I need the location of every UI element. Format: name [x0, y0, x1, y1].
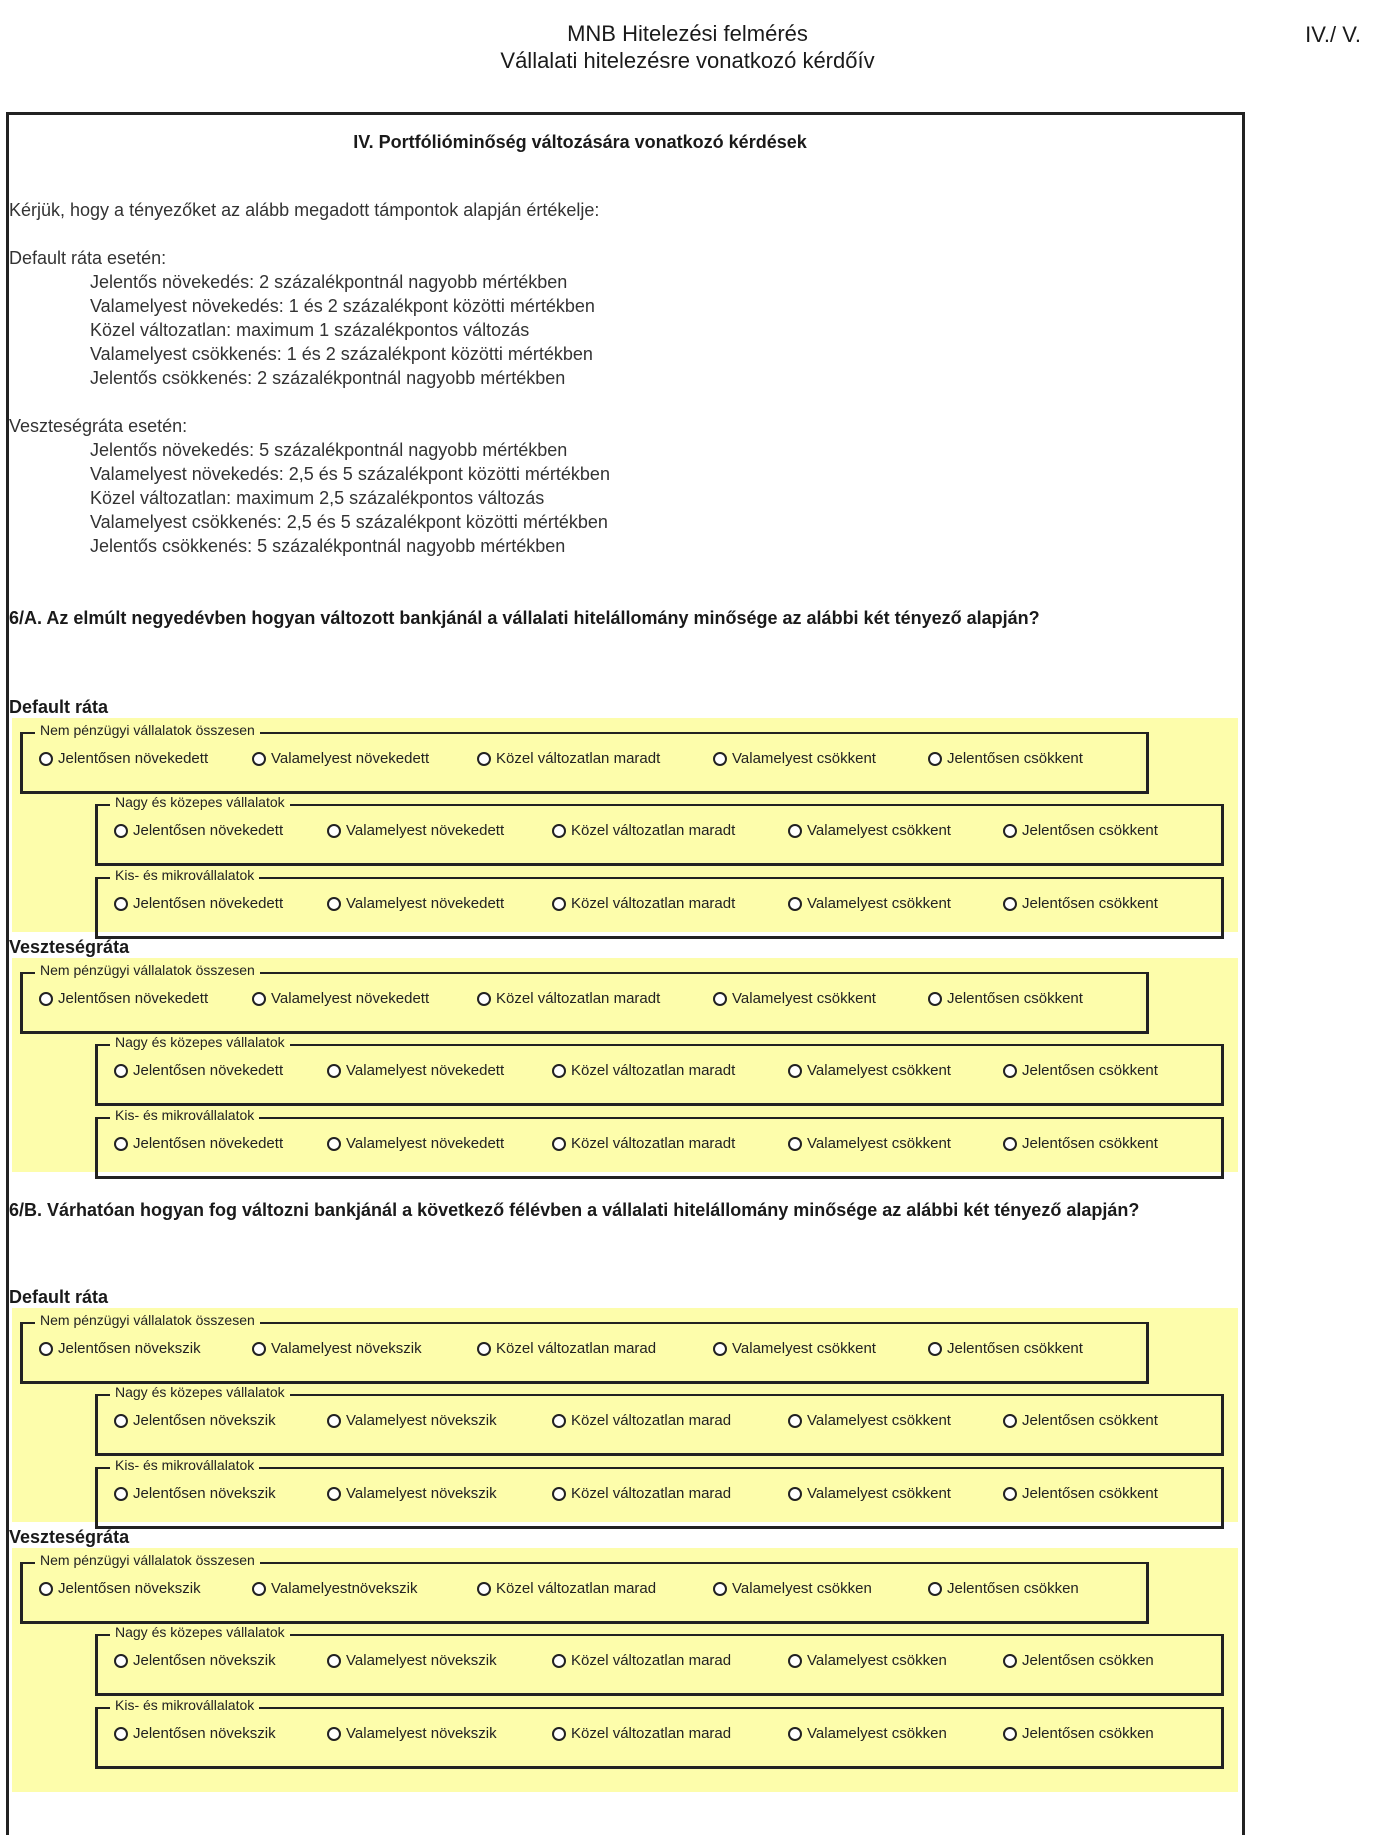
radio-option-label: Közel változatlan marad: [571, 1652, 732, 1669]
group-legend: Nagy és közepes vállalatok: [110, 1384, 290, 1400]
category-loss-6a: Veszteségráta: [9, 937, 130, 957]
radio-circle[interactable]: [1003, 1487, 1017, 1501]
radio-option-label: Valamelyest növekszik: [346, 1485, 497, 1502]
radio-option-label: Közel változatlan maradt: [496, 990, 661, 1007]
radio-circle[interactable]: [39, 1582, 53, 1596]
radio-option-label: Valamelyest növekszik: [346, 1412, 497, 1429]
radio-circle[interactable]: [327, 1487, 341, 1501]
radio-circle[interactable]: [788, 1487, 802, 1501]
radio-option[interactable]: [114, 895, 283, 912]
group-legend: Nem pénzügyi vállalatok összesen: [35, 1552, 260, 1568]
group-large-companies: [95, 1034, 1224, 1106]
group-all-companies: [20, 1312, 1149, 1384]
radio-circle[interactable]: [114, 1414, 128, 1428]
radio-option[interactable]: [327, 1485, 497, 1502]
radio-option[interactable]: [114, 1135, 283, 1152]
radio-option-label: Közel változatlan marad: [496, 1580, 657, 1597]
radio-option[interactable]: [552, 1062, 735, 1079]
radio-option-label: Valamelyest növekedett: [346, 1062, 505, 1079]
default-line: Közel változatlan: maximum 1 százalékpontos változás: [90, 320, 530, 340]
group-legend: Nagy és közepes vállalatok: [110, 794, 290, 810]
group-all-companies: [20, 1552, 1149, 1624]
loss-line: Valamelyest csökkenés: 2,5 és 5 százalékpont közötti mértékben: [90, 512, 608, 532]
radio-option[interactable]: [327, 1062, 504, 1079]
radio-circle[interactable]: [114, 1727, 128, 1741]
radio-option-label: Közel változatlan maradt: [571, 822, 736, 839]
radio-option[interactable]: [1003, 1135, 1158, 1152]
radio-option-label: Valamelyest csökkent: [807, 1412, 951, 1429]
radio-circle[interactable]: [477, 1342, 491, 1356]
radio-option[interactable]: [713, 990, 876, 1007]
radio-option[interactable]: [928, 750, 1083, 767]
radio-option-label: Jelentősen csökkent: [1022, 1062, 1158, 1079]
radio-option[interactable]: [788, 822, 951, 839]
radio-circle[interactable]: [327, 1727, 341, 1741]
default-block-title: Default ráta esetén:: [9, 248, 167, 268]
radio-option[interactable]: [552, 822, 735, 839]
radio-option[interactable]: [327, 1725, 497, 1742]
group-all-companies: [20, 722, 1149, 794]
radio-circle[interactable]: [1003, 1727, 1017, 1741]
radio-option-label: Jelentősen növekszik: [133, 1725, 276, 1742]
radio-circle[interactable]: [1003, 1654, 1017, 1668]
radio-circle[interactable]: [788, 897, 802, 911]
group-legend: Nem pénzügyi vállalatok összesen: [35, 722, 260, 738]
group-large-companies: [95, 1384, 1224, 1456]
loss-block-title: Veszteségráta esetén:: [9, 416, 188, 436]
radio-option[interactable]: [252, 990, 429, 1007]
radio-circle[interactable]: [114, 1137, 128, 1151]
radio-option[interactable]: [477, 990, 660, 1007]
radio-option[interactable]: [477, 1580, 656, 1597]
group-legend: Kis- és mikrovállalatok: [110, 867, 259, 883]
radio-circle[interactable]: [327, 1064, 341, 1078]
radio-option-label: Jelentősen csökken: [1022, 1652, 1154, 1669]
radio-option[interactable]: [114, 1725, 276, 1742]
group-legend: Nagy és közepes vállalatok: [110, 1034, 290, 1050]
radio-option-label: Közel változatlan maradt: [571, 1062, 736, 1079]
radio-option[interactable]: [327, 895, 504, 912]
radio-option-label: Valamelyest csökkent: [807, 822, 951, 839]
radio-option[interactable]: [39, 750, 208, 767]
radio-option-label: Valamelyest növekszik: [346, 1725, 497, 1742]
radio-circle[interactable]: [552, 824, 566, 838]
radio-circle[interactable]: [552, 1654, 566, 1668]
group-legend: Kis- és mikrovállalatok: [110, 1457, 259, 1473]
radio-option[interactable]: [327, 1412, 497, 1429]
radio-option[interactable]: [713, 750, 876, 767]
radio-option[interactable]: [788, 1135, 951, 1152]
radio-circle[interactable]: [788, 1414, 802, 1428]
radio-option-label: Jelentősen növekszik: [58, 1580, 201, 1597]
radio-option[interactable]: [788, 1725, 947, 1742]
radio-option-label: Közel változatlan marad: [571, 1485, 732, 1502]
radio-circle[interactable]: [1003, 1414, 1017, 1428]
radio-circle[interactable]: [928, 992, 942, 1006]
radio-option[interactable]: [252, 1340, 422, 1357]
radio-option[interactable]: [713, 1340, 876, 1357]
category-loss-6b: Veszteségráta: [9, 1527, 130, 1547]
radio-option[interactable]: [1003, 1412, 1158, 1429]
radio-option-label: Valamelyest csökken: [807, 1652, 947, 1669]
radio-option-label: Jelentősen csökkent: [947, 750, 1083, 767]
radio-circle[interactable]: [928, 1342, 942, 1356]
radio-option-label: Valamelyest csökkent: [807, 895, 951, 912]
radio-option[interactable]: [788, 1062, 951, 1079]
group-large-companies: [95, 1624, 1224, 1696]
radio-circle[interactable]: [1003, 897, 1017, 911]
radio-option-label: Valamelyest csökkent: [807, 1062, 951, 1079]
radio-circle[interactable]: [788, 1137, 802, 1151]
radio-circle[interactable]: [713, 992, 727, 1006]
default-line: Jelentős csökkenés: 2 százalékpontnál nagyobb mértékben: [90, 368, 566, 388]
radio-option[interactable]: [788, 1652, 947, 1669]
radio-option-label: Jelentősen csökkent: [1022, 1135, 1158, 1152]
radio-option[interactable]: [114, 1485, 276, 1502]
radio-option-label: Jelentősen csökken: [1022, 1725, 1154, 1742]
radio-option[interactable]: [39, 990, 208, 1007]
radio-circle[interactable]: [552, 897, 566, 911]
radio-option-label: Valamelyest csökkent: [807, 1485, 951, 1502]
group-legend: Nem pénzügyi vállalatok összesen: [35, 962, 260, 978]
radio-option-label: Valamelyest növekszik: [346, 1652, 497, 1669]
radio-circle[interactable]: [39, 992, 53, 1006]
group-small-companies: [95, 867, 1224, 939]
category-default-6b: Default ráta: [9, 1287, 109, 1307]
radio-circle[interactable]: [252, 992, 266, 1006]
radio-option-label: Valamelyest növekedett: [346, 895, 505, 912]
radio-circle[interactable]: [552, 1414, 566, 1428]
radio-option-label: Jelentősen csökkent: [1022, 822, 1158, 839]
radio-option[interactable]: [114, 1412, 276, 1429]
question-6a: 6/A. Az elmúlt negyedévben hogyan változott bankjánál a vállalati hitelállomány minősége az alábbi két tényező alapján?: [9, 608, 1040, 628]
radio-circle[interactable]: [788, 824, 802, 838]
radio-circle[interactable]: [1003, 1137, 1017, 1151]
radio-circle[interactable]: [928, 752, 942, 766]
radio-option-label: Valamelyest csökkent: [732, 990, 876, 1007]
radio-circle[interactable]: [1003, 1064, 1017, 1078]
radio-circle[interactable]: [252, 1582, 266, 1596]
radio-option[interactable]: [327, 1135, 504, 1152]
radio-option[interactable]: [552, 1135, 735, 1152]
radio-option[interactable]: [788, 1412, 951, 1429]
radio-circle[interactable]: [327, 824, 341, 838]
radio-option[interactable]: [1003, 1062, 1158, 1079]
radio-option[interactable]: [327, 822, 504, 839]
radio-option-label: Jelentősen növekedett: [58, 990, 209, 1007]
radio-circle[interactable]: [252, 1342, 266, 1356]
radio-option-label: Valamelyest növekedett: [346, 1135, 505, 1152]
question-6b: 6/B. Várhatóan hogyan fog változni bankjánál a következő félévben a vállalati hitelállomány minősége az alábbi két tényező alapján?: [9, 1200, 1140, 1220]
radio-circle[interactable]: [552, 1487, 566, 1501]
radio-option-label: Valamelyest növekedett: [271, 750, 430, 767]
radio-option[interactable]: [1003, 822, 1158, 839]
radio-option[interactable]: [1003, 895, 1158, 912]
radio-option-label: Jelentősen növekedett: [133, 1062, 284, 1079]
radio-option-label: Jelentősen csökkent: [947, 1340, 1083, 1357]
radio-option[interactable]: [788, 895, 951, 912]
default-line: Valamelyest csökkenés: 1 és 2 százalékpont közötti mértékben: [90, 344, 593, 364]
radio-option-label: Valamelyest csökkent: [807, 1135, 951, 1152]
title-line-2: Vállalati hitelezésre vonatkozó kérdőív: [500, 48, 875, 73]
radio-circle[interactable]: [327, 897, 341, 911]
default-line: Jelentős növekedés: 2 százalékpontnál nagyobb mértékben: [90, 272, 568, 292]
radio-option-label: Jelentősen növekedett: [133, 1135, 284, 1152]
radio-circle[interactable]: [39, 752, 53, 766]
radio-option-label: Valamelyest csökken: [807, 1725, 947, 1742]
loss-line: Jelentős növekedés: 5 százalékpontnál nagyobb mértékben: [90, 440, 568, 460]
loss-line: Közel változatlan: maximum 2,5 százalékpontos változás: [90, 488, 545, 508]
radio-option[interactable]: [39, 1580, 201, 1597]
radio-option-label: Valamelyest növekedett: [346, 822, 505, 839]
radio-circle[interactable]: [477, 752, 491, 766]
radio-circle[interactable]: [788, 1064, 802, 1078]
radio-option[interactable]: [552, 1412, 731, 1429]
radio-circle[interactable]: [39, 1342, 53, 1356]
radio-option-label: Valamelyest csökkent: [732, 750, 876, 767]
radio-option[interactable]: [39, 1340, 201, 1357]
radio-option[interactable]: [477, 1340, 656, 1357]
group-legend: Nem pénzügyi vállalatok összesen: [35, 1312, 260, 1328]
page-code: IV./ V.: [1305, 22, 1361, 47]
radio-option[interactable]: [1003, 1485, 1158, 1502]
radio-option[interactable]: [552, 895, 735, 912]
title-line-1: MNB Hitelezési felmérés: [567, 21, 808, 46]
radio-option[interactable]: [114, 1652, 276, 1669]
radio-circle[interactable]: [114, 824, 128, 838]
radio-option[interactable]: [928, 1580, 1079, 1597]
radio-option-label: Jelentősen csökkent: [1022, 1412, 1158, 1429]
radio-option-label: Jelentősen növekedett: [133, 895, 284, 912]
radio-option-label: Jelentősen növekedett: [133, 822, 284, 839]
radio-circle[interactable]: [788, 1654, 802, 1668]
radio-option-label: Valamelyest csökken: [732, 1580, 872, 1597]
radio-option-label: Jelentősen növekszik: [133, 1652, 276, 1669]
radio-circle[interactable]: [114, 1654, 128, 1668]
radio-circle[interactable]: [327, 1414, 341, 1428]
radio-option[interactable]: [928, 990, 1083, 1007]
radio-circle[interactable]: [114, 1487, 128, 1501]
radio-option[interactable]: [552, 1652, 731, 1669]
group-small-companies: [95, 1457, 1224, 1529]
radio-option[interactable]: [788, 1485, 951, 1502]
radio-option[interactable]: [252, 750, 429, 767]
radio-circle[interactable]: [788, 1727, 802, 1741]
loss-line: Jelentős csökkenés: 5 százalékpontnál nagyobb mértékben: [90, 536, 566, 556]
radio-option-label: Közel változatlan marad: [571, 1412, 732, 1429]
radio-option-label: Közel változatlan maradt: [571, 895, 736, 912]
group-large-companies: [95, 794, 1224, 866]
radio-option[interactable]: [552, 1725, 731, 1742]
radio-option[interactable]: [1003, 1725, 1154, 1742]
radio-circle[interactable]: [252, 752, 266, 766]
radio-option-label: Jelentősen növekszik: [133, 1412, 276, 1429]
radio-option[interactable]: [477, 750, 660, 767]
radio-option-label: Közel változatlan maradt: [496, 750, 661, 767]
radio-option[interactable]: [327, 1652, 497, 1669]
radio-option-label: Jelentősen csökkent: [1022, 895, 1158, 912]
document-title: [0, 20, 1375, 74]
group-legend: Kis- és mikrovállalatok: [110, 1107, 259, 1123]
radio-option[interactable]: [713, 1580, 872, 1597]
radio-circle[interactable]: [1003, 824, 1017, 838]
intro-text: Kérjük, hogy a tényezőket az alább megadott támpontok alapján értékelje:: [9, 200, 600, 220]
radio-option-label: Jelentősen csökken: [947, 1580, 1079, 1597]
radio-circle[interactable]: [114, 897, 128, 911]
category-default-6a: Default ráta: [9, 697, 109, 717]
radio-option-label: Jelentősen növekszik: [133, 1485, 276, 1502]
radio-option[interactable]: [552, 1485, 731, 1502]
radio-option-label: Valamelyestnövekszik: [271, 1580, 418, 1597]
radio-option-label: Valamelyest növekedett: [271, 990, 430, 1007]
group-small-companies: [95, 1107, 1224, 1179]
radio-option[interactable]: [114, 822, 283, 839]
radio-circle[interactable]: [713, 752, 727, 766]
radio-circle[interactable]: [713, 1582, 727, 1596]
radio-circle[interactable]: [327, 1654, 341, 1668]
radio-option-label: Jelentősen növekedett: [58, 750, 209, 767]
radio-circle[interactable]: [477, 992, 491, 1006]
radio-option[interactable]: [928, 1340, 1083, 1357]
radio-option-label: Valamelyest csökkent: [732, 1340, 876, 1357]
group-legend: Nagy és közepes vállalatok: [110, 1624, 290, 1640]
section-title: IV. Portfólióminőség változására vonatkozó kérdések: [353, 132, 807, 152]
radio-option[interactable]: [114, 1062, 283, 1079]
radio-option-label: Valamelyest növekszik: [271, 1340, 422, 1357]
default-line: Valamelyest növekedés: 1 és 2 százalékpont közötti mértékben: [90, 296, 595, 316]
group-legend: Kis- és mikrovállalatok: [110, 1697, 259, 1713]
radio-option-label: Jelentősen csökkent: [947, 990, 1083, 1007]
radio-option-label: Közel változatlan marad: [496, 1340, 657, 1357]
radio-option-label: Közel változatlan maradt: [571, 1135, 736, 1152]
radio-circle[interactable]: [477, 1582, 491, 1596]
radio-circle[interactable]: [327, 1137, 341, 1151]
radio-circle[interactable]: [114, 1064, 128, 1078]
radio-circle[interactable]: [552, 1137, 566, 1151]
radio-option-label: Közel változatlan marad: [571, 1725, 732, 1742]
radio-option-label: Jelentősen csökkent: [1022, 1485, 1158, 1502]
radio-circle[interactable]: [552, 1064, 566, 1078]
loss-line: Valamelyest növekedés: 2,5 és 5 százalékpont közötti mértékben: [90, 464, 610, 484]
radio-circle[interactable]: [928, 1582, 942, 1596]
group-small-companies: [95, 1697, 1224, 1769]
radio-option-label: Jelentősen növekszik: [58, 1340, 201, 1357]
radio-circle[interactable]: [713, 1342, 727, 1356]
radio-option[interactable]: [252, 1580, 417, 1597]
radio-circle[interactable]: [552, 1727, 566, 1741]
radio-option[interactable]: [1003, 1652, 1154, 1669]
group-all-companies: [20, 962, 1149, 1034]
